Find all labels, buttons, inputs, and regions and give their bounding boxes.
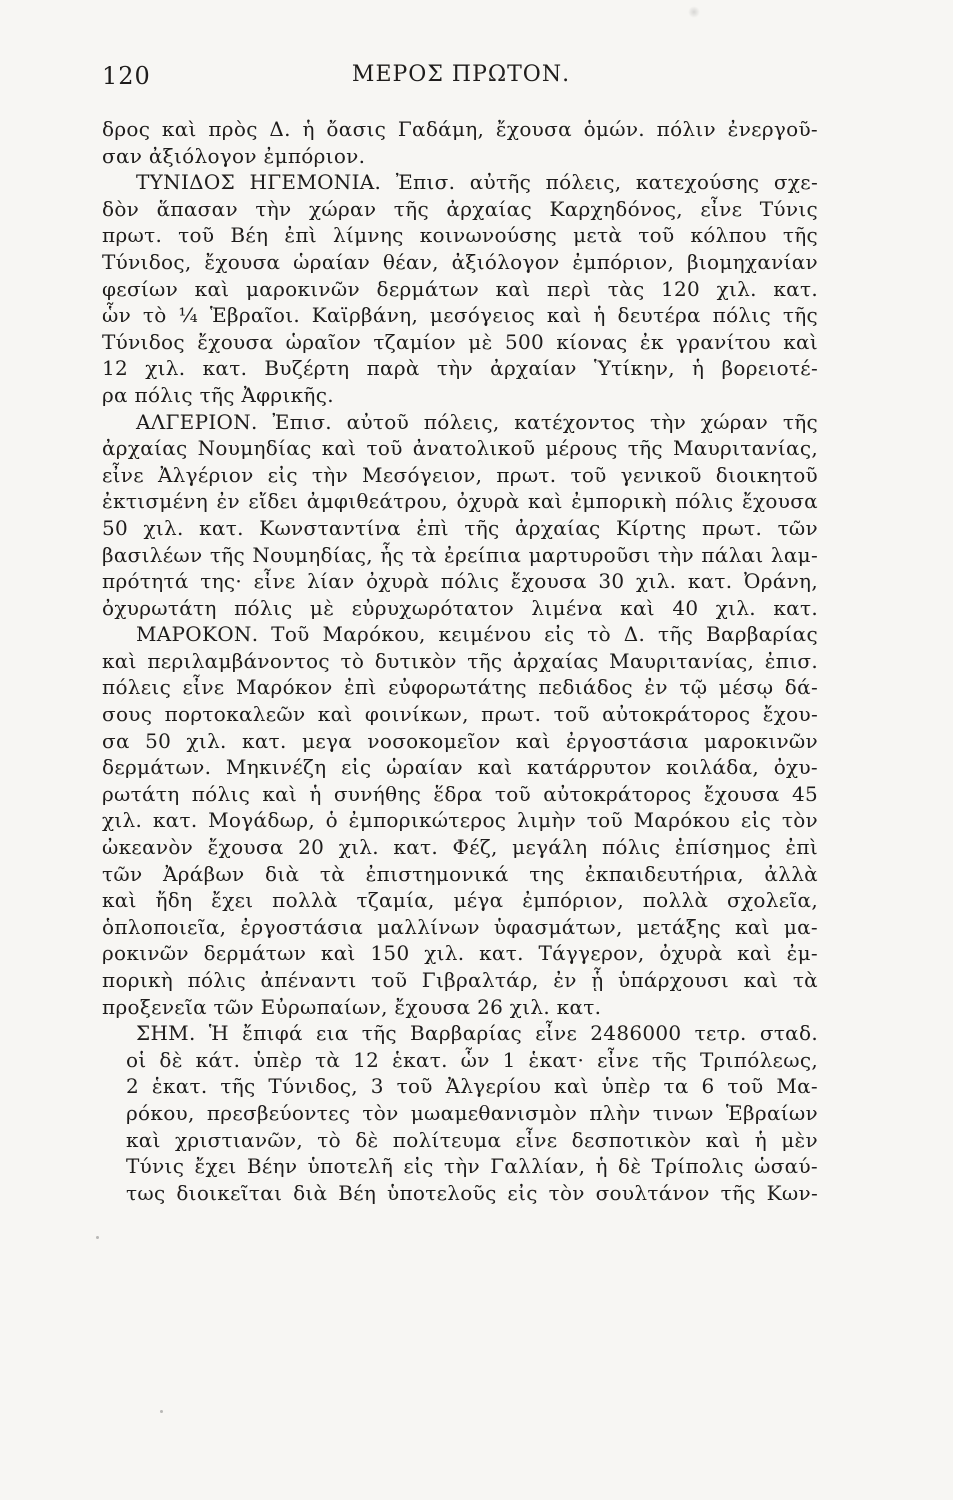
note-line: ρόκου, πρεσβεύοντες τὸν μωαμεθανισμὸν πλὴν τινων Ἑβραίων: [126, 1100, 818, 1125]
page-number: 120: [102, 62, 151, 90]
text-line: καὶ περιλαμβάνοντος τὸ δυτικὸν τῆς ἀρχαίας Μαυριτανίας, ἐπισ.: [102, 648, 818, 673]
text-line: ρωτάτη πόλις καὶ ἡ συνήθης ἕδρα τοῦ αὐτοκράτορος ἔχουσα 45: [102, 781, 818, 806]
text-line: χιλ. κατ. Μογάδωρ, ὁ ἐμπορικώτερος λιμὴν τοῦ Μαρόκου εἰς τὸν: [102, 808, 818, 833]
text-line: σα 50 χιλ. κατ. μεγα νοσοκομεῖον καὶ ἐργοστάσια μαροκινῶν: [102, 728, 818, 753]
note-line: τως διοικεῖται διὰ Βέη ὑποτελοῦς εἰς τὸν σουλτάνον τῆς Κων-: [126, 1180, 818, 1205]
text-line: ρα πόλις τῆς Ἀφρικῆς.: [102, 382, 334, 407]
text-line: δὸν ἅπασαν τὴν χώραν τῆς ἀρχαίας Καρχηδόνος, εἶνε Τύνις: [102, 196, 818, 221]
text-line: δρος καὶ πρὸς Δ. ἡ ὄασις Γαδάμη, ἔχουσα ὁμών. πόλιν ἐνεργοῦ-: [102, 117, 818, 141]
ink-fleck: [96, 1236, 99, 1239]
paper-stain: [688, 6, 700, 18]
text-line: πρωτ. τοῦ Βέη ἐπὶ λίμνης κοινωνούσης μετὰ τοῦ κόλπου τῆς: [102, 223, 818, 248]
text-line: πορικὴ πόλις ἀπέναντι τοῦ Γιβραλτάρ, ἐν ᾗ ὑπάρχουσι καὶ τὰ: [102, 968, 818, 992]
section-heading-line: ΑΛΓΕΡΙΟΝ. Ἐπισ. αὐτοῦ πόλεις, κατέχοντος τὴν χώραν τῆς: [136, 409, 818, 434]
text-line: ὀχυρωτάτη πόλις μὲ εὐρυχωρότατον λιμένα καὶ 40 χιλ. κατ.: [102, 595, 818, 620]
text-line: ὁπλοποιεῖα, ἐργοστάσια μαλλίνων ὑφασμάτων, μετάξης καὶ μα-: [102, 914, 818, 939]
text-line: σαν ἀξιόλογον ἐμπόριον.: [102, 143, 366, 168]
note-line: 2 ἑκατ. τῆς Τύνιδος, 3 τοῦ Ἀλγερίου καὶ ὑπὲρ τα 6 τοῦ Μα-: [126, 1074, 818, 1099]
text-line: ὧν τὸ ¼ Ἑβραῖοι. Καϊρβάνη, μεσόγειος καὶ ἡ δευτέρα πόλις τῆς: [102, 303, 818, 328]
text-line: ροκινῶν δερμάτων καὶ 150 χιλ. κατ. Τάγγερον, ὀχυρὰ καὶ ἐμ-: [102, 941, 818, 966]
text-line: καὶ ἤδη ἔχει πολλὰ τζαμία, μέγα ἐμπόριον, πολλὰ σχολεῖα,: [102, 888, 818, 913]
text-line: σους πορτοκαλεῶν καὶ φοινίκων, πρωτ. τοῦ αὐτοκράτορος ἔχου-: [102, 702, 818, 727]
section-heading-line: ΤΥΝΙΔΟΣ ΗΓΕΜΟΝΙΑ. Ἐπισ. αὐτῆς πόλεις, κατεχούσης σχε-: [136, 170, 818, 195]
text-line: πόλεις εἶνε Μαρόκον ἐπὶ εὐφορωτάτης πεδιάδος ἐν τῷ μέσῳ δά-: [102, 675, 818, 700]
text-line: πρότητά της· εἶνε λίαν ὀχυρὰ πόλις ἔχουσα 30 χιλ. κατ. Ὀράνη,: [102, 569, 818, 594]
text-line: εἶνε Ἀλγέριον εἰς τὴν Μεσόγειον, πρωτ. τοῦ γενικοῦ διοικητοῦ: [102, 462, 818, 487]
text-line: βασιλέων τῆς Νουμηδίας, ἧς τὰ ἐρείπια μαρτυροῦσι τὴν πάλαι λαμ-: [102, 542, 818, 567]
text-line: ἐκτισμένη ἐν εἴδει ἀμφιθεάτρου, ὀχυρὰ καὶ ἐμπορικὴ πόλις ἔχουσα: [102, 489, 818, 514]
text-line: Τύνιδος ἔχουσα ὡραῖον τζαμίον μὲ 500 κίονας ἐκ γρανίτου καὶ: [102, 329, 818, 354]
note-line: Τύνις ἔχει Βέην ὑποτελῆ εἰς τὴν Γαλλίαν, ἡ δὲ Τρίπολις ὡσαύ-: [126, 1154, 818, 1179]
page-header: [102, 62, 820, 92]
text-line: τῶν Ἀράβων διὰ τὰ ἐπιστημονικά της ἐκπαιδευτήρια, ἀλλὰ: [102, 861, 818, 886]
body-text: [102, 116, 818, 1206]
section-heading-line: ΜΑΡΟΚΟΝ. Τοῦ Μαρόκου, κειμένου εἰς τὸ Δ. τῆς Βαρβαρίας: [136, 622, 818, 647]
text-line: 12 χιλ. κατ. Βυζέρτη παρὰ τὴν ἀρχαίαν Ὑτίκην, ἡ βορειοτέ-: [102, 356, 818, 381]
text-line: προξενεῖα τῶν Εὐρωπαίων, ἔχουσα 26 χιλ. κατ.: [102, 994, 602, 1019]
note-line: καὶ χριστιανῶν, τὸ δὲ πολίτευμα εἶνε δεσποτικὸν καὶ ἡ μὲν: [126, 1127, 818, 1152]
text-line: δερμάτων. Μηκινέζη εἰς ὡραίαν καὶ κατάρρυτον κοιλάδα, ὀχυ-: [102, 755, 818, 780]
text-line: ὠκεανὸν ἔχουσα 20 χιλ. κατ. Φέζ, μεγάλη πόλις ἐπίσημος ἐπὶ: [102, 835, 818, 860]
running-title: ΜΕΡΟΣ ΠΡΩΤΟΝ.: [351, 62, 571, 87]
note-line: ΣΗΜ. Ἡ ἔπιφά εια τῆς Βαρβαρίας εἶνε 2486000 τετρ. σταδ.: [136, 1021, 818, 1046]
note-line: οἱ δὲ κάτ. ὑπὲρ τὰ 12 ἑκατ. ὧν 1 ἑκατ· εἶνε τῆς Τριπόλεως,: [126, 1047, 818, 1072]
text-line: φεσίων καὶ μαροκινῶν δερμάτων καὶ περὶ τὰς 120 χιλ. κατ.: [102, 276, 818, 301]
ink-fleck: [160, 1410, 163, 1413]
text-line: ἀρχαίας Νουμηδίας καὶ τοῦ ἀνατολικοῦ μέρους τῆς Μαυριτανίας,: [102, 436, 818, 461]
text-line: 50 χιλ. κατ. Κωνσταντίνα ἐπὶ τῆς ἀρχαίας Κίρτης πρωτ. τῶν: [102, 515, 818, 540]
text-line: Τύνιδος, ἔχουσα ὡραίαν θέαν, ἀξιόλογον ἐμπόριον, βιομηχανίαν: [102, 249, 818, 274]
